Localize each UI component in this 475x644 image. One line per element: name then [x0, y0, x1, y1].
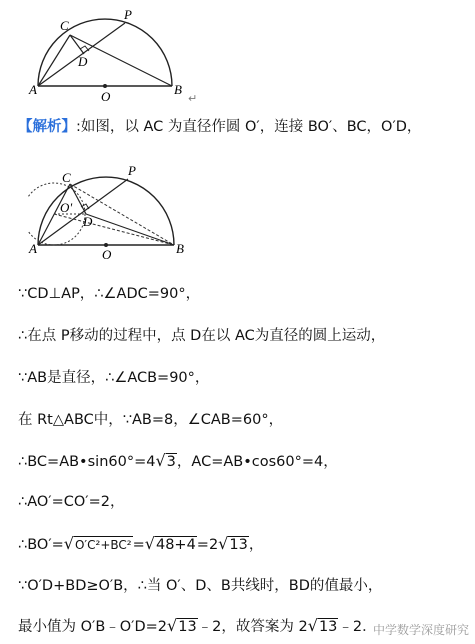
solution-line-7: ∴AO′=CO′=2，	[18, 494, 125, 510]
segment-db	[86, 214, 174, 245]
label-d: D	[83, 214, 93, 229]
label-c: C	[62, 170, 71, 185]
sqrt-sign: √	[155, 451, 166, 470]
solution-line-6	[18, 451, 338, 472]
label-d: D	[78, 54, 88, 69]
figure-1	[28, 4, 208, 104]
semicircle-arc	[38, 177, 174, 245]
solution-line-8	[18, 534, 263, 555]
center-o-dot	[103, 84, 107, 88]
label-a: A	[29, 241, 37, 256]
line-1-text: :如图，以 AC 为直径作圆 O′，连接 BO′、BC，O′D，	[76, 119, 422, 135]
sqrt-sign: √	[167, 616, 178, 635]
sqrt-radicand: 48+4	[155, 537, 196, 553]
solution-line-9: ∵O′D+BD≥O′B，∴当 O′、D、B共线时，BD的值最小，	[18, 578, 383, 594]
sqrt-radicand: 3	[166, 454, 176, 470]
segment-cd	[70, 184, 86, 214]
sqrt-sign: √	[144, 534, 155, 553]
solution-line-10	[18, 616, 377, 637]
solution-line-4: ∵AB是直径，∴∠ACB=90°，	[18, 370, 210, 386]
watermark-text: 中学数学深度研究	[372, 623, 469, 637]
analysis-tag: 【解析】	[18, 119, 76, 135]
line-10-part-c: ﹣2，故答案为 2	[197, 619, 308, 635]
line-6-part-a: ∴BC=AB•sin60°=4	[18, 454, 156, 470]
line-10-part-a: 最小值为 O′B﹣O′D=2	[18, 619, 168, 635]
line-8-part-c: =	[132, 537, 145, 553]
sqrt-sign: √	[63, 534, 74, 553]
solution-line-5: 在 Rt△ABC中，∵AB=8，∠CAB=60°，	[18, 412, 284, 428]
sqrt-sign: √	[307, 616, 318, 635]
solution-line-1	[18, 117, 421, 137]
label-o-prime: O'	[60, 200, 73, 215]
label-b: B	[174, 82, 182, 97]
figure-2	[28, 160, 203, 260]
label-p: P	[128, 163, 136, 178]
segment-ap	[38, 179, 128, 245]
label-b: B	[176, 241, 184, 256]
sqrt-radicand: 13	[229, 537, 248, 553]
line-8-part-e: =2	[196, 537, 219, 553]
sqrt-sign: √	[218, 534, 229, 553]
label-p: P	[124, 7, 132, 22]
label-c: C	[60, 18, 69, 33]
sqrt-radicand: 13	[318, 619, 338, 635]
sqrt-radicand: 13	[178, 619, 197, 635]
label-o: O	[101, 89, 111, 104]
dotted-o-prime-b	[54, 214, 174, 245]
line-8-part-a: ∴BO′=	[18, 537, 64, 553]
line-10-part-e: ﹣2．	[338, 619, 377, 635]
watermark	[373, 619, 469, 638]
dotted-circle-o-prime	[28, 183, 85, 245]
line-8-part-g: ，	[248, 537, 264, 553]
paragraph-mark: ↵	[188, 92, 198, 105]
solution-line-2: ∵CD⊥AP，∴∠ADC=90°，	[18, 286, 201, 302]
label-o: O	[102, 247, 112, 260]
solution-line-3: ∴在点 P移动的过程中，点 D在以 AC为直径的圆上运动，	[18, 328, 386, 344]
label-a: A	[29, 82, 37, 97]
sqrt-radicand: O′C²+BC²	[74, 538, 132, 552]
line-6-part-c: ，AC=AB•cos60°=4，	[176, 454, 338, 470]
